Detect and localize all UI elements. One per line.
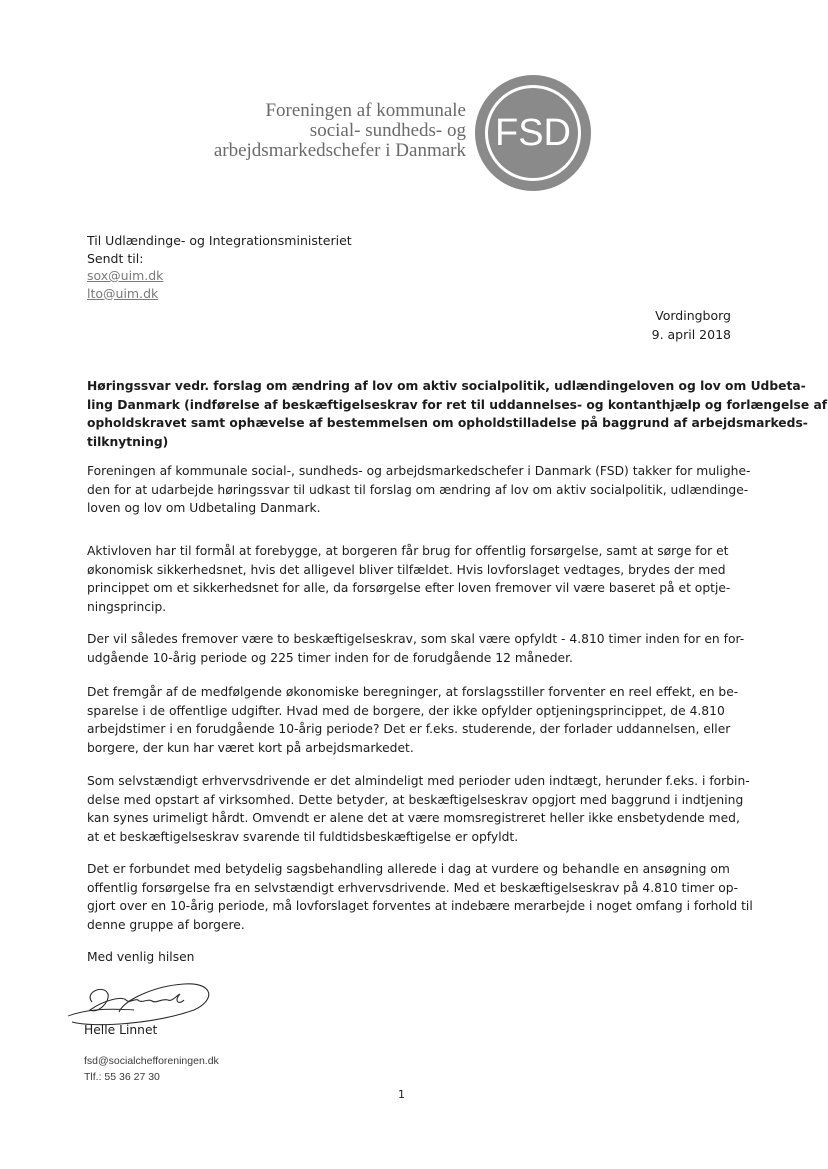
organization-name <box>214 101 466 161</box>
paragraph-line: denne gruppe af borgere. <box>87 917 245 932</box>
org-name-line-1: Foreningen af kommunale <box>265 100 466 121</box>
fsd-logo <box>475 75 591 191</box>
paragraph-line: Det fremgår af de medfølgende økonomiske beregninger, at forslagsstiller forventer en reel effekt, en be- <box>87 685 739 699</box>
body-paragraph <box>87 462 751 518</box>
paragraph-line: kan synes urimeligt hårdt. Omvendt er alene det at være momsregistreret heller ikke ensbetydende med, <box>87 811 740 825</box>
contact-block <box>84 1053 219 1085</box>
subject-heading <box>87 377 828 451</box>
paragraph-line: offentlig forsørgelse fra en selvstændigt erhvervsdrivende. Med et beskæftigelseskrav på 4.810 timer op- <box>87 880 739 895</box>
closing-greeting: Med venlig hilsen <box>87 950 195 964</box>
paragraph-line: Som selvstændigt erhvervsdrivende er det almindeligt med perioder uden indtægt, herunder f.eks. i forbin- <box>87 774 750 788</box>
org-name-line-3: arbejdsmarkedschefer i Danmark <box>213 140 466 161</box>
paragraph-line: gjort over en 10-årig periode, må lovforslaget forventes at indebære merarbejde i noget omfang i forhold til <box>87 899 753 913</box>
body-paragraph <box>87 630 745 667</box>
place-date-block <box>652 306 731 344</box>
date: 9. april 2018 <box>651 327 731 342</box>
paragraph-line: Foreningen af kommunale social-, sundheds- og arbejdsmarkedschefer i Danmark (FSD) takker for mulighe- <box>87 464 751 478</box>
paragraph-line: udgående 10-årig periode og 225 timer inden for de forudgående 12 måneder. <box>87 650 573 665</box>
signer-name: Helle Linnet <box>84 1023 158 1037</box>
body-paragraph <box>87 683 737 757</box>
sent-to-label: Sendt til: <box>87 250 144 266</box>
recipient-email-link[interactable]: sox@uim.dk <box>87 268 164 283</box>
place: Vordingborg <box>655 308 731 323</box>
paragraph-line: Der vil således fremover være to beskæftigelseskrav, som skal være opfyldt - 4.810 timer inden for en for- <box>87 632 745 646</box>
subject-line: ling Danmark (indførelse af beskæftigelseskrav for ret til uddannelses- og kontanthjælp og forlængelse af <box>87 397 828 412</box>
paragraph-line: arbejdstimer i en forudgående 10-årig periode? Det er f.eks. studerende, der forlader uddannelsen, eller <box>87 722 731 736</box>
recipient-block <box>87 232 352 302</box>
paragraph-line: ningsprincip. <box>87 599 167 614</box>
body-paragraph <box>87 772 750 846</box>
paragraph-line: den for at udarbejde høringssvar til udkast til forslag om ændring af lov om aktiv socialpolitik, udlændinge- <box>87 482 749 497</box>
subject-line: opholdskravet samt ophævelse af bestemmelsen om opholdstilladelse på baggrund af arbejdsmarkeds- <box>87 416 808 430</box>
org-name-line-2: social- sundheds- og <box>309 120 466 141</box>
paragraph-line: at et beskæftigelseskrav svarende til fuldtidsbeskæftigelse er opfyldt. <box>87 829 519 844</box>
body-paragraph <box>87 542 737 616</box>
recipient-ministry: Til Udlændinge- og Integrationsministeriet <box>87 233 352 248</box>
logo-ring <box>485 85 581 181</box>
paragraph-line: økonomisk sikkerhedsnet, hvis det alligevel bliver tilfældet. Hvis lovforslaget vedtages, brydes der med <box>87 562 726 577</box>
paragraph-line: sparelse i de offentlige udgifter. Hvad med de borgere, der ikke opfylder optjeningsprincippet, de 4.810 <box>87 703 725 718</box>
body-paragraph <box>87 860 753 934</box>
paragraph-line: delse med opstart af virksomhed. Dette betyder, at beskæftigelseskrav opgjort med baggrund i indtjening <box>87 792 744 807</box>
page-number: 1 <box>398 1088 405 1101</box>
paragraph-line: loven og lov om Udbetaling Danmark. <box>87 501 321 515</box>
subject-line: tilknytning) <box>87 434 169 449</box>
subject-line: Høringssvar vedr. forslag om ændring af lov om aktiv socialpolitik, udlændingeloven og lov om Udbeta- <box>87 379 806 393</box>
paragraph-line: princippet om et sikkerhedsnet for alle, da forsørgelse efter loven fremover vil være baseret på et optje- <box>87 581 731 595</box>
paragraph-line: borgere, der kun har været kort på arbejdsmarkedet. <box>87 740 414 755</box>
paragraph-line: Aktivloven har til formål at forebygge, at borgeren får brug for offentlig forsørgelse, samt at sørge for et <box>87 544 729 558</box>
recipient-email-link[interactable]: lto@uim.dk <box>87 285 159 301</box>
paragraph-line: Det er forbundet med betydelig sagsbehandling allerede i dag at vurdere og behandle en ansøgning om <box>87 862 730 876</box>
contact-phone: Tlf.: 55 36 27 30 <box>84 1071 160 1083</box>
logo-text: FSD <box>495 111 571 154</box>
contact-email: fsd@socialchefforeningen.dk <box>84 1055 219 1067</box>
